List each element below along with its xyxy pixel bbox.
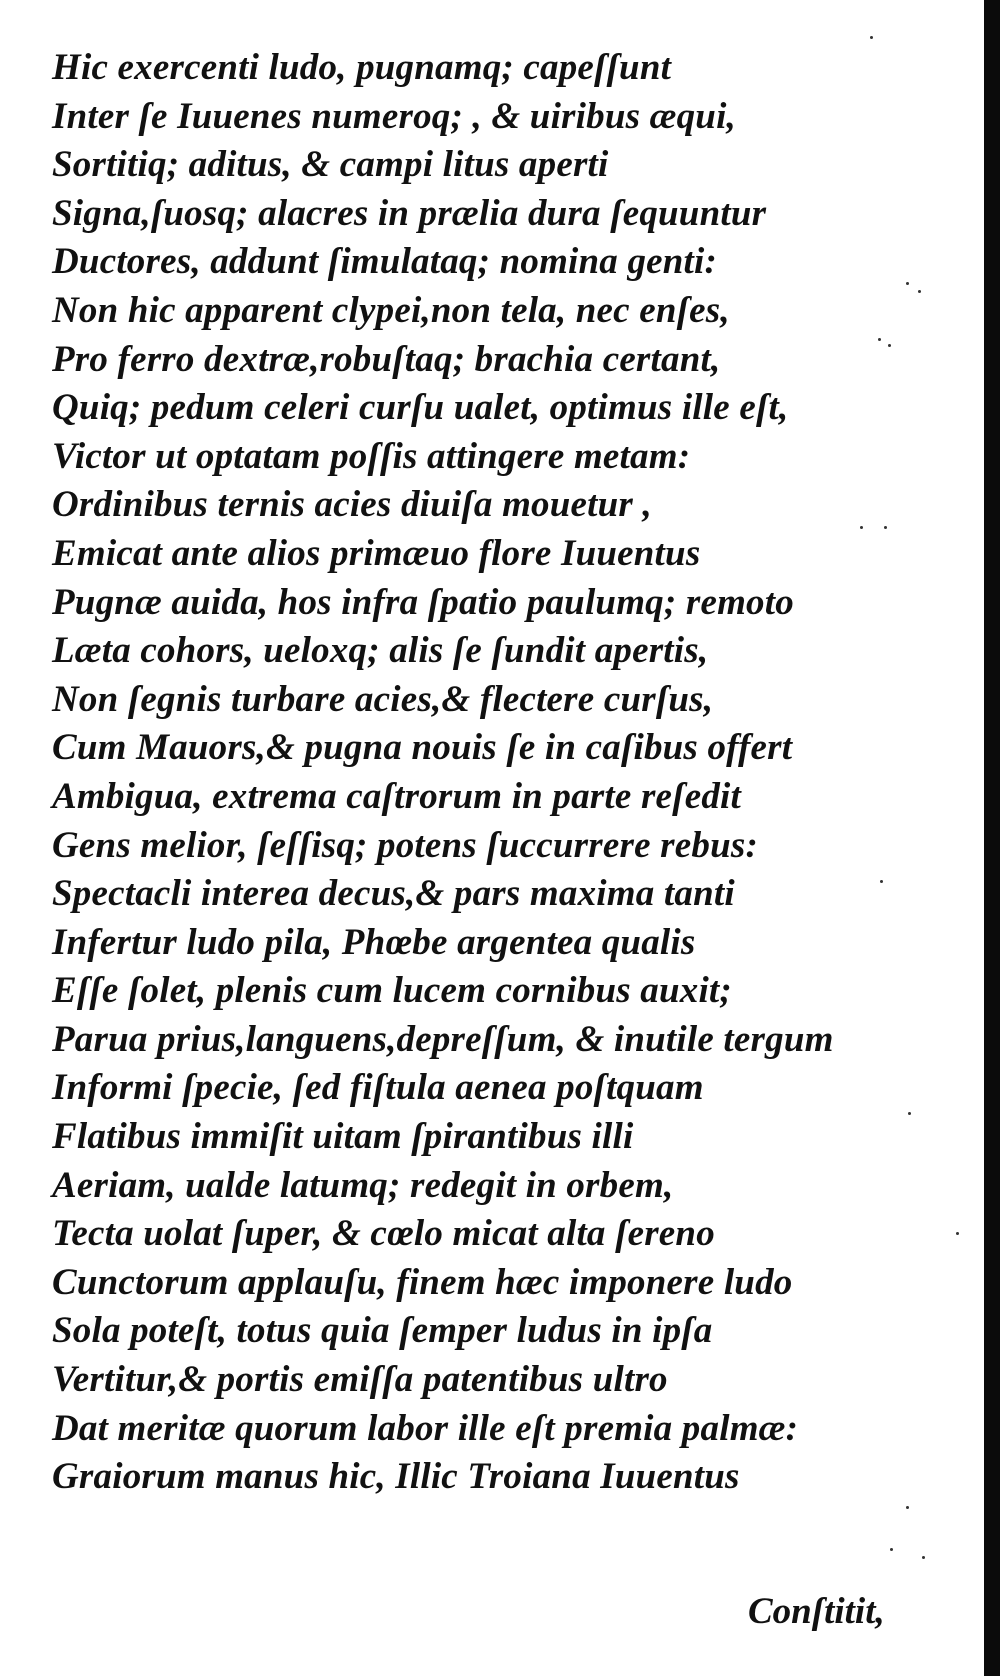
poem-line: Sortitiq; aditus, & campi litus aperti [52, 144, 609, 186]
poem-line: Cum Mauors,& pugna nouis ſe in caſibus offert [52, 727, 793, 769]
poem-text [52, 44, 952, 1502]
poem-line: Tecta uolat ſuper, & cœlo micat alta ſereno [52, 1213, 715, 1255]
poem-line: Graiorum manus hic, Illic Troiana Iuuentus [52, 1456, 740, 1498]
poem-line: Quiq; pedum celeri curſu ualet, optimus ille eſt, [52, 387, 789, 429]
print-speck [956, 1232, 959, 1235]
print-speck [918, 290, 921, 293]
print-speck [884, 526, 887, 529]
poem-line: Gens melior, ſeſſisq; potens ſuccurrere rebus: [52, 824, 758, 866]
poem-line: Informi ſpecie, ſed fiſtula aenea poſtquam [52, 1067, 704, 1109]
print-speck [922, 1556, 925, 1559]
poem-line: Dat meritæ quorum labor ille eſt premia palmæ: [52, 1407, 799, 1449]
poem-line: Læta cohors, ueloxq; alis ſe ſundit apertis, [52, 630, 709, 672]
print-speck [870, 36, 873, 39]
page-edge-shadow [984, 0, 1000, 1676]
poem-line: Flatibus immiſit uitam ſpirantibus illi [52, 1116, 634, 1158]
print-speck [890, 1548, 893, 1551]
poem-line: Cunctorum applauſu, finem hæc imponere ludo [52, 1261, 793, 1303]
print-speck [888, 344, 891, 347]
poem-line: Signa,ſuosq; alacres in prælia dura ſequuntur [52, 192, 767, 234]
poem-line: Infertur ludo pila, Phœbe argentea qualis [52, 921, 696, 963]
poem-line: Ordinibus ternis acies diuiſa mouetur , [52, 484, 652, 526]
poem-line: Pugnæ auida, hos infra ſpatio paulumq; remoto [52, 581, 794, 623]
poem-line: Emicat ante alios primæuo flore Iuuentus [52, 532, 701, 574]
print-speck [908, 1112, 911, 1115]
poem-line: Victor ut optatam poſſis attingere metam: [52, 435, 691, 477]
print-speck [878, 338, 881, 341]
print-speck [880, 880, 883, 883]
poem-line: Non hic apparent clypei,non tela, nec enſes, [52, 289, 730, 331]
poem-line: Pro ferro dextræ,robuſtaq; brachia certant, [52, 338, 721, 380]
poem-line: Inter ſe Iuuenes numeroq; , & uiribus æqui, [52, 95, 736, 137]
poem-line: Hic exercenti ludo, pugnamq; capeſſunt [52, 47, 672, 88]
poem-line: Vertitur,& portis emiſſa patentibus ultro [52, 1359, 668, 1401]
poem-line: Spectacli interea decus,& pars maxima tanti [52, 873, 735, 915]
poem-line: Eſſe ſolet, plenis cum lucem cornibus auxit; [52, 970, 732, 1012]
print-speck [860, 526, 863, 529]
poem-line: Aeriam, ualde latumq; redegit in orbem, [52, 1164, 674, 1206]
print-speck [906, 1506, 909, 1509]
poem-line: Non ſegnis turbare acies,& flectere curſus, [52, 678, 714, 720]
poem-line: Parua prius,languens,depreſſum, & inutile tergum [52, 1018, 834, 1060]
print-speck [906, 282, 909, 285]
poem-line: Ductores, addunt ſimulataq; nomina genti: [52, 241, 718, 283]
poem-line: Ambigua, extrema caſtrorum in parte reſedit [52, 775, 741, 817]
poem-line: Sola poteſt, totus quia ſemper ludus in ipſa [52, 1310, 713, 1352]
catchword: Conſtitit, [748, 1591, 885, 1632]
